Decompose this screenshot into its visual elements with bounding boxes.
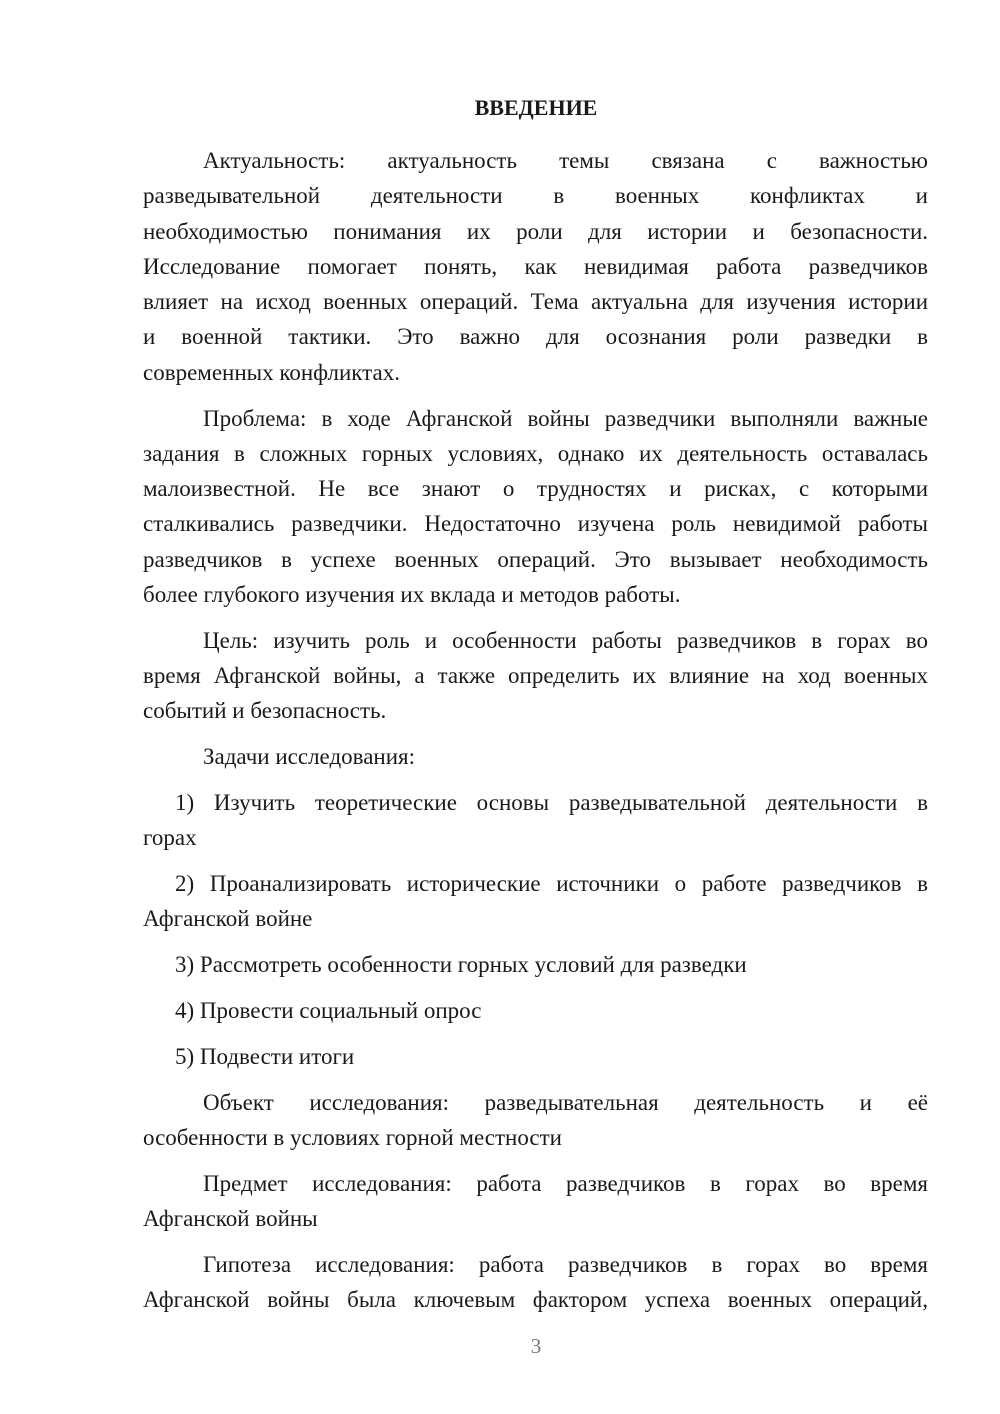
text-line: Афганской войны — [143, 1206, 318, 1232]
text-line: Афганской войне — [143, 906, 313, 932]
text-line: 4) Провести социальный опрос — [175, 998, 482, 1024]
paragraph — [143, 1085, 928, 1156]
text-line: разведывательной деятельности в военных конфликтах и — [143, 183, 928, 209]
text-line: сталкивались разведчики. Недостаточно изучена роль невидимой работы — [143, 511, 928, 537]
text-line: задания в сложных горных условиях, однако их деятельность оставалась — [143, 440, 928, 466]
text-line: Гипотеза исследования: работа разведчиков в горах во время — [203, 1251, 928, 1277]
text-line: Исследование помогает понять, как невидимая работа разведчиков — [143, 253, 928, 279]
text-line: время Афганской войны, а также определить их влияние на ход военных — [143, 663, 928, 689]
document-body — [143, 143, 928, 1328]
list-item — [143, 993, 928, 1028]
text-line: более глубокого изучения их вклада и методов работы. — [143, 582, 681, 608]
paragraph — [143, 1247, 928, 1318]
text-line: необходимостью понимания их роли для истории и безопасности. — [143, 218, 928, 244]
paragraph — [143, 739, 928, 774]
text-line: Афганской войны была ключевым фактором успеха военных операций, — [143, 1287, 928, 1313]
text-line: особенности в условиях горной местности — [143, 1124, 562, 1150]
page-number: 3 — [530, 1334, 542, 1358]
paragraph — [143, 623, 928, 729]
text-line: Актуальность: актуальность темы связана с важностью — [203, 148, 928, 173]
paragraph — [143, 1166, 928, 1237]
text-line: современных конфликтах. — [143, 359, 400, 385]
text-line: 1) Изучить теоретические основы разведывательной деятельности в — [175, 790, 928, 816]
text-line: Цель: изучить роль и особенности работы разведчиков в горах во — [203, 627, 928, 653]
text-line: 3) Рассмотреть особенности горных условий для разведки — [175, 952, 747, 978]
text-line: 5) Подвести итоги — [175, 1043, 355, 1069]
list-item — [143, 947, 928, 982]
text-line: влияет на исход военных операций. Тема актуальна для изучения истории — [143, 289, 928, 315]
list-item — [143, 785, 928, 856]
list-item — [143, 866, 928, 937]
text-line: 2) Проанализировать исторические источники о работе разведчиков в — [175, 871, 928, 897]
paragraph — [143, 401, 928, 613]
text-line: горах — [143, 825, 197, 851]
text-line: Проблема: в ходе Афганской войны разведчики выполняли важные — [203, 405, 928, 431]
paragraph — [143, 143, 928, 390]
section-heading: ВВЕДЕНИЕ — [474, 95, 598, 120]
text-line: Задачи исследования: — [203, 744, 416, 770]
text-line: Предмет исследования: работа разведчиков в горах во время — [203, 1170, 928, 1196]
text-line: разведчиков в успехе военных операций. Это вызывает необходимость — [143, 546, 928, 572]
text-line: малоизвестной. Не все знают о трудностях и рисках, с которыми — [143, 476, 928, 502]
text-line: Объект исследования: разведывательная деятельность и её — [203, 1089, 928, 1115]
text-line: событий и безопасность. — [143, 698, 387, 724]
list-item — [143, 1039, 928, 1074]
text-line: и военной тактики. Это важно для осознания роли разведки в — [143, 324, 928, 350]
